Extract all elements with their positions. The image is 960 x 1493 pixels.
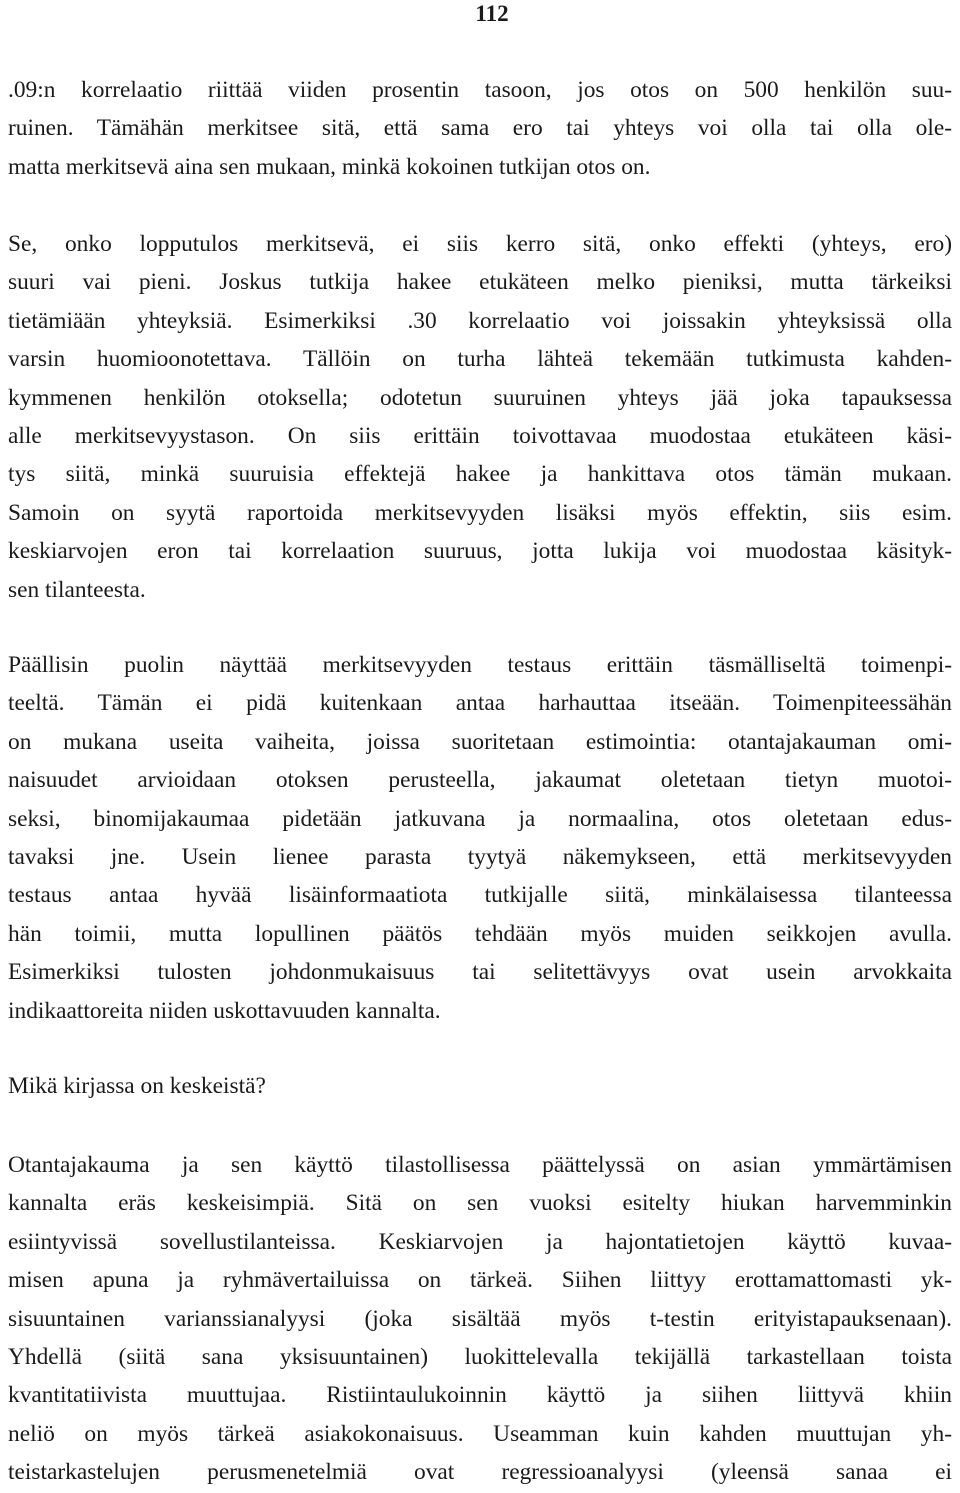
text-line: Se, onko lopputulos merkitsevä, ei siis kerro sitä, onko effekti (yhteys, ero) — [8, 231, 952, 257]
text-line: sisuuntainen varianssianalyysi (joka sisältää myös t-testin erityistapauksenaan). — [8, 1305, 952, 1332]
text-line: tavaksi jne. Usein lienee parasta tyytyä näkemykseen, että merkitsevyyden — [8, 843, 952, 870]
heading-text: Mikä kirjassa on keskeistä? — [8, 1073, 266, 1099]
text-line: on mukana useita vaiheita, joissa suoritetaan estimointia: otantajakauman omi- — [8, 728, 952, 755]
text-line: varsin huomioonotettava. Tällöin on turha lähteä tekemään tutkimusta kahden- — [8, 346, 952, 373]
text-line: kannalta eräs keskeisimpiä. Sitä on sen vuoksi esitelty hiukan harvemminkin — [8, 1190, 952, 1217]
text-line: teistarkastelujen perusmenetelmiä ovat regressioanalyysi (yleensä sanaa ei — [8, 1459, 952, 1486]
page-number: 112 — [475, 1, 509, 26]
paragraph-significance-sample — [8, 71, 952, 186]
text-line: Otantajakauma ja sen käyttö tilastollisessa päättelyssä on asian ymmärtämisen — [8, 1152, 952, 1178]
text-line: tietämiään yhteyksiä. Esimerkiksi .30 korrelaatio voi joissakin yhteyksissä olla — [8, 307, 952, 334]
text-line: teeltä. Tämän ei pidä kuitenkaan antaa harhauttaa itseään. Toimenpiteessähän — [8, 690, 952, 717]
text-line: testaus antaa hyvää lisäinformaatiota tutkijalle siitä, minkälaisessa tilanteessa — [8, 882, 952, 909]
text-line: keskiarvojen eron tai korrelaation suuruus, jotta lukija voi muodostaa käsityk- — [8, 538, 952, 565]
section-heading — [8, 1067, 952, 1105]
text-line: seksi, binomijakaumaa pidetään jatkuvana ja normaalina, otos oletetaan edus- — [8, 805, 952, 832]
text-line: sen tilanteesta. — [8, 576, 146, 603]
text-line: ruinen. Tämähän merkitsee sitä, että sama ero tai yhteys voi olla tai olla ole- — [8, 115, 952, 142]
text-line: misen apuna ja ryhmävertailuissa on tärkeä. Siihen liittyy erottamattomasti yk- — [8, 1267, 952, 1294]
paragraph-testing-precision — [8, 646, 952, 1030]
text-line: Esimerkiksi tulosten johdonmukaisuus tai selitettävyys ovat usein arvokkaita — [8, 959, 952, 986]
paragraph-effect-size — [8, 225, 952, 609]
text-line: neliö on myös tärkeä asiakokonaisuus. Useamman kuin kahden muuttujan yh- — [8, 1420, 952, 1447]
text-line: indikaattoreita niiden uskottavuuden kannalta. — [8, 997, 441, 1024]
text-line: Yhdellä (siitä sana yksisuuntainen) luokittelevalla tekijällä tarkastellaan toista — [8, 1343, 952, 1370]
text-line: Päällisin puolin näyttää merkitsevyyden testaus erittäin täsmälliseltä toimenpi- — [8, 652, 952, 678]
text-line: alle merkitsevyystason. On siis erittäin toivottavaa muodostaa etukäteen käsi- — [8, 422, 952, 449]
text-line: matta merkitsevä aina sen mukaan, minkä kokoinen tutkijan otos on. — [8, 153, 651, 180]
text-line: tys siitä, minkä suuruisia effektejä hakee ja hankittava otos tämän mukaan. — [8, 461, 952, 488]
text-line: hän toimii, mutta lopullinen päätös tehdään myös muiden seikkojen avulla. — [8, 920, 952, 947]
text-line: kymmenen henkilön otoksella; odotetun suuruinen yhteys jää joka tapauksessa — [8, 384, 952, 411]
text-line: suuri vai pieni. Joskus tutkija hakee etukäteen melko pieniksi, mutta tärkeiksi — [8, 269, 952, 296]
text-line: .09:n korrelaatio riittää viiden prosentin tasoon, jos otos on 500 henkilön suu- — [8, 77, 952, 103]
text-line: kvantitatiivista muuttujaa. Ristiintaulukoinnin käyttö ja siihen liittyvä khiin — [8, 1382, 952, 1409]
text-line: Samoin on syytä raportoida merkitsevyyden lisäksi myös effektin, siis esim. — [8, 499, 952, 526]
text-line: esiintyvissä sovellustilanteissa. Keskiarvojen ja hajontatietojen käyttö kuvaa- — [8, 1228, 952, 1255]
paragraph-key-content — [8, 1146, 952, 1492]
text-line: naisuudet arvioidaan otoksen perusteella, jakaumat oletetaan tietyn muotoi- — [8, 767, 952, 794]
